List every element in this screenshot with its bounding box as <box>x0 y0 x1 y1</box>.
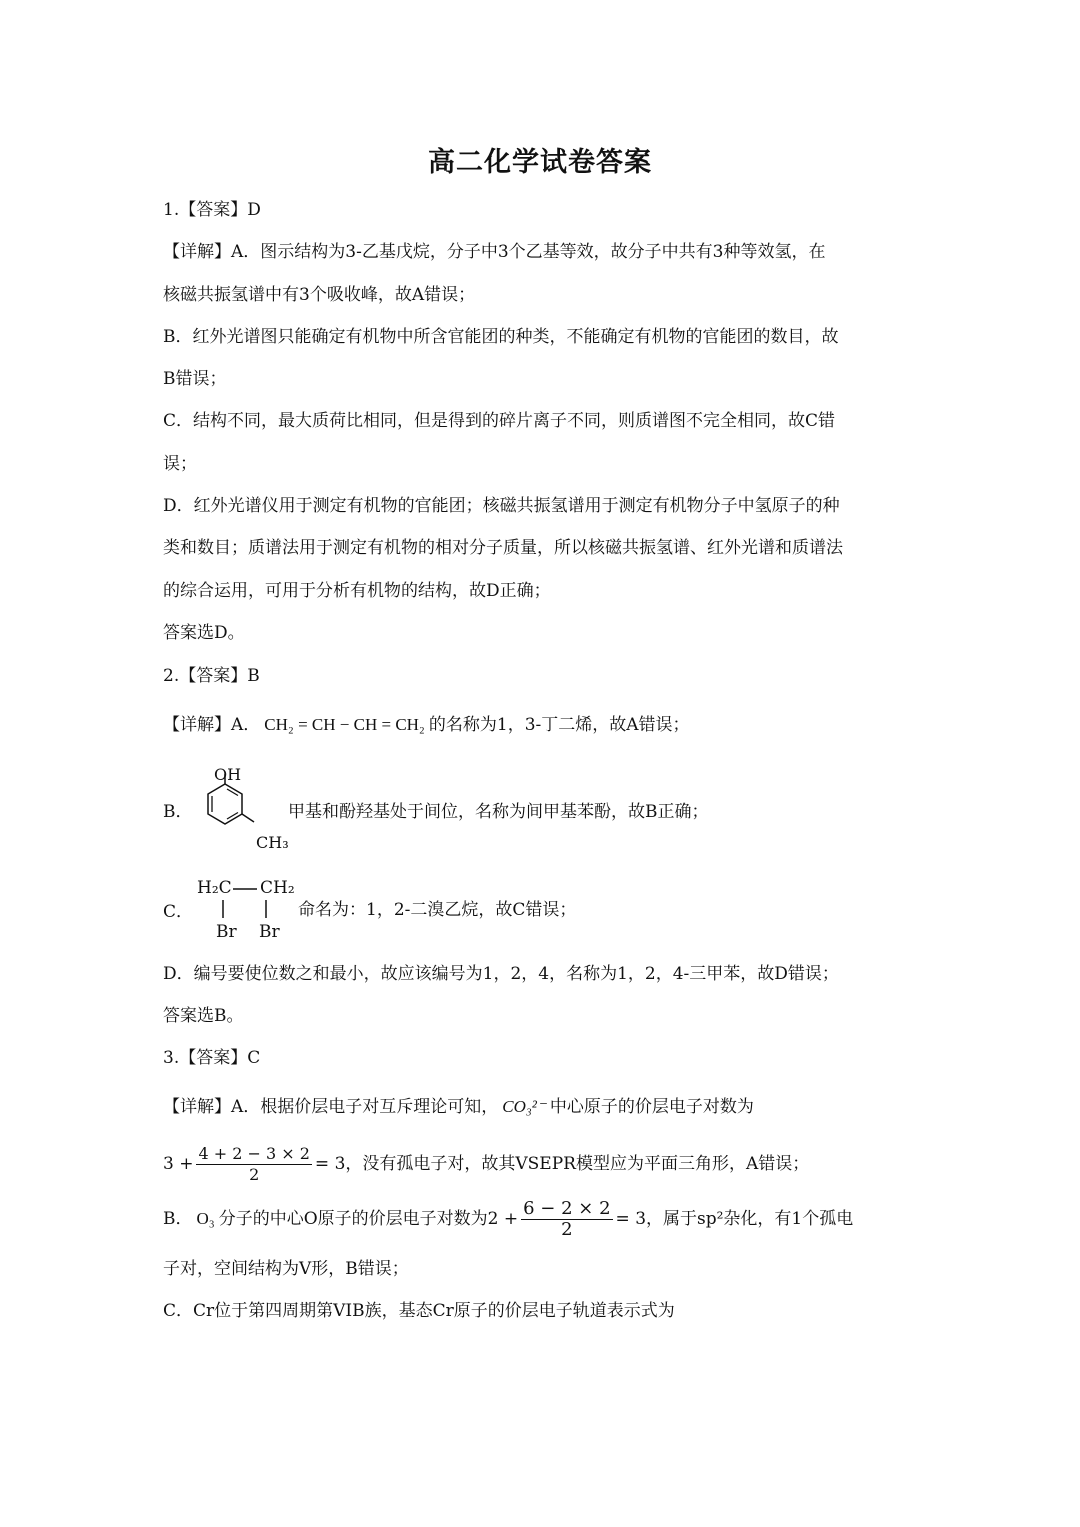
q3-option-b <box>163 1196 853 1242</box>
page-title: 高二化学试卷答案 <box>428 147 652 178</box>
m-cresol-ch3-label: CH₃ <box>256 833 289 852</box>
q2-option-d: D．编号要使位数之和最小，故应该编号为1，2，4，名称为1，2，4-三甲苯，故D错误； <box>163 964 839 984</box>
q3-b-mid: 分子的中心O原子的价层电子对数为 <box>218 1209 488 1229</box>
dibromo-br1-label: Br <box>216 922 237 942</box>
q3-a-calculation <box>163 1141 809 1187</box>
q3-a-calc-lead: 3 + <box>163 1154 194 1174</box>
q3-b-denominator: 2 <box>561 1219 573 1240</box>
q2-option-a <box>163 714 690 736</box>
q2-conclusion: 答案选B。 <box>163 1006 244 1026</box>
dibromo-br2-label: Br <box>259 922 280 942</box>
q2-b-suffix: 甲基和酚羟基处于间位，名称为间甲基苯酚，故B正确； <box>288 802 709 822</box>
q3-b-fraction <box>521 1199 612 1240</box>
dibromoethane-bonds <box>196 878 296 938</box>
dibromo-h2c-label: H₂C <box>197 878 232 898</box>
q3-b-numerator: 6 − 2 × 2 <box>523 1198 611 1219</box>
q3-a-prefix: 【详解】A．根据价层电子对互斥理论可知， <box>163 1097 499 1117</box>
q3-answer: 3.【答案】C <box>163 1048 261 1068</box>
q3-a-calc-tail: = 3，没有孤电子对，故其VSEPR模型应为平面三角形，A错误； <box>314 1154 810 1174</box>
q1-line-4: B错误； <box>163 369 227 389</box>
q2-answer: 2.【答案】B <box>163 666 260 686</box>
q3-a-suffix: 中心原子的价层电子对数为 <box>549 1097 754 1117</box>
carbonate-ion: CO₃²⁻ <box>502 1097 546 1116</box>
q1-line-2: 核磁共振氢谱中有3个吸收峰，故A错误； <box>163 285 476 305</box>
q3-option-c: C．Cr位于第四周期第VIB族，基态Cr原子的价层电子轨道表示式为 <box>163 1301 675 1321</box>
q2-b-prefix: B． <box>163 802 193 822</box>
q1-line-5: C．结构不同，最大质荷比相同，但是得到的碎片离子不同，则质谱图不完全相同，故C错 <box>163 411 836 431</box>
q1-line-1: 【详解】A．图示结构为3-乙基戊烷，分子中3个乙基等效，故分子中共有3种等效氢，在 <box>163 242 826 262</box>
ozone-formula: O₃ <box>196 1209 215 1228</box>
q3-a-denominator: 2 <box>249 1165 260 1184</box>
q3-option-a <box>163 1096 754 1118</box>
bond-lines-icon <box>196 878 296 938</box>
m-cresol-oh-label: OH <box>214 765 242 784</box>
q1-line-8: 类和数目；质谱法用于测定有机物的相对分子质量，所以核磁共振氢谱、红外光谱和质谱法 <box>163 538 843 558</box>
q1-line-6: 误； <box>163 454 197 474</box>
q1-answer: 1.【答案】D <box>163 200 261 220</box>
q3-a-numerator: 4 + 2 − 3 × 2 <box>198 1144 310 1163</box>
q2-a-suffix: 的名称为1，3-丁二烯，故A错误； <box>428 715 690 735</box>
q3-b-prefix: B． <box>163 1209 193 1229</box>
q3-a-fraction <box>196 1144 311 1185</box>
dibromo-ch2-label: CH₂ <box>260 878 295 898</box>
q2-a-prefix: 【详解】A． <box>163 715 261 735</box>
q1-conclusion: 答案选D。 <box>163 623 245 643</box>
q2-c-prefix: C． <box>163 902 194 922</box>
q1-line-3: B．红外光谱图只能确定有机物中所含官能团的种类，不能确定有机物的官能团的数目，故 <box>163 327 839 347</box>
q3-b-calc-tail: = 3 <box>615 1209 647 1229</box>
q2-c-suffix: 命名为：1，2-二溴乙烷，故C错误； <box>298 900 577 920</box>
q3-b-suffix: ，属于sp²杂化，有1个孤电 <box>646 1209 854 1229</box>
q3-b-calc-lead: 2 + <box>487 1209 519 1229</box>
q1-line-7: D．红外光谱仪用于测定有机物的官能团；核磁共振氢谱用于测定有机物分子中氢原子的种 <box>163 496 840 516</box>
q3-b-line-2: 子对，空间结构为V形，B错误； <box>163 1259 409 1279</box>
butadiene-formula: CH₂ = CH − CH = CH₂ <box>264 715 425 734</box>
q1-line-9: 的综合运用，可用于分析有机物的结构，故D正确； <box>163 581 551 601</box>
